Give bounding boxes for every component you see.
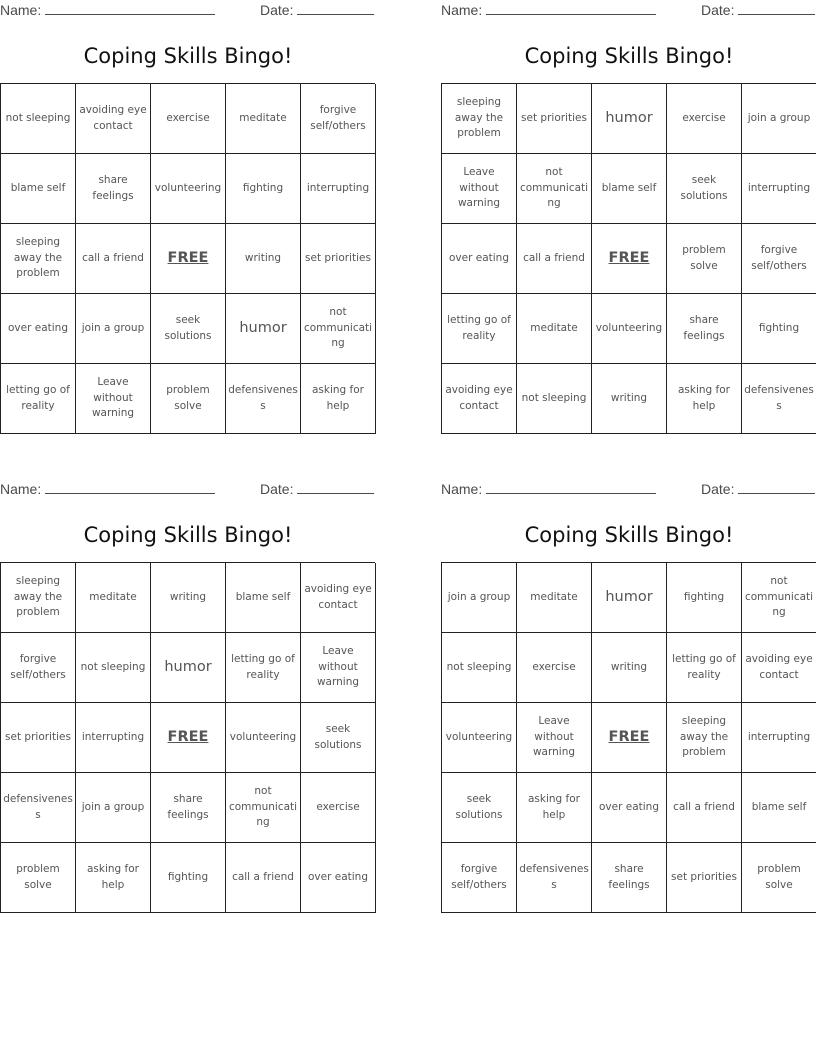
bingo-cell: exercise	[667, 84, 742, 154]
bingo-cell: asking for help	[517, 773, 592, 843]
bingo-card	[0, 479, 376, 919]
name-blank	[486, 492, 656, 494]
bingo-cell: letting go of reality	[1, 364, 76, 434]
bingo-cell: share feelings	[151, 773, 226, 843]
bingo-cell: call a friend	[517, 224, 592, 294]
card-header	[0, 481, 376, 499]
bingo-cell: seek solutions	[301, 703, 376, 773]
free-space: FREE	[592, 224, 667, 294]
date-label: Date:	[260, 2, 294, 18]
bingo-cell: fighting	[151, 843, 226, 913]
bingo-card	[441, 0, 816, 440]
bingo-cell: sleeping away the problem	[667, 703, 742, 773]
bingo-cell: exercise	[517, 633, 592, 703]
bingo-cell: Leave without warning	[517, 703, 592, 773]
date-line	[701, 481, 815, 497]
bingo-cell: forgive self/others	[301, 84, 376, 154]
bingo-cell: not sleeping	[517, 364, 592, 434]
bingo-cell: writing	[592, 633, 667, 703]
bingo-cell: asking for help	[667, 364, 742, 434]
bingo-cell: exercise	[301, 773, 376, 843]
bingo-cell: avoiding eye contact	[742, 633, 816, 703]
bingo-cell: writing	[151, 563, 226, 633]
date-blank	[738, 492, 815, 494]
card-header	[0, 2, 376, 20]
bingo-cell: set priorities	[1, 703, 76, 773]
bingo-cell: volunteering	[151, 154, 226, 224]
bingo-card	[0, 0, 376, 440]
bingo-cell: problem solve	[667, 224, 742, 294]
card-title: Coping Skills Bingo!	[83, 523, 293, 547]
card-title: Coping Skills Bingo!	[83, 44, 293, 68]
bingo-cell: set priorities	[301, 224, 376, 294]
bingo-cell: blame self	[742, 773, 816, 843]
date-line	[260, 2, 374, 18]
bingo-cell: seek solutions	[667, 154, 742, 224]
bingo-cell: humor	[151, 633, 226, 703]
bingo-cell: humor	[592, 84, 667, 154]
card-header	[441, 481, 816, 499]
bingo-cell: interrupting	[742, 154, 816, 224]
name-line	[441, 2, 656, 18]
bingo-cell: over eating	[592, 773, 667, 843]
bingo-card	[441, 479, 816, 919]
name-blank	[486, 13, 656, 15]
name-label: Name:	[441, 2, 483, 18]
bingo-cell: avoiding eye contact	[442, 364, 517, 434]
bingo-cell: problem solve	[742, 843, 816, 913]
bingo-cell: meditate	[226, 84, 301, 154]
bingo-cell: forgive self/others	[442, 843, 517, 913]
bingo-cell: defensiveness	[517, 843, 592, 913]
free-space: FREE	[151, 224, 226, 294]
bingo-cell: asking for help	[301, 364, 376, 434]
bingo-cell: volunteering	[442, 703, 517, 773]
bingo-grid	[441, 83, 816, 434]
bingo-cell: join a group	[742, 84, 816, 154]
bingo-cell: volunteering	[592, 294, 667, 364]
bingo-cell: not sleeping	[1, 84, 76, 154]
bingo-cell: meditate	[517, 563, 592, 633]
bingo-cell: Leave without warning	[301, 633, 376, 703]
card-title: Coping Skills Bingo!	[524, 523, 734, 547]
bingo-cell: blame self	[592, 154, 667, 224]
bingo-cell: over eating	[1, 294, 76, 364]
date-line	[260, 481, 374, 497]
bingo-cell: call a friend	[226, 843, 301, 913]
bingo-cell: join a group	[76, 294, 151, 364]
date-line	[701, 2, 815, 18]
bingo-cell: share feelings	[667, 294, 742, 364]
bingo-cell: not communicating	[517, 154, 592, 224]
bingo-cell: writing	[592, 364, 667, 434]
bingo-grid	[0, 83, 375, 434]
bingo-cell: sleeping away the problem	[442, 84, 517, 154]
bingo-cell: Leave without warning	[442, 154, 517, 224]
bingo-cell: meditate	[517, 294, 592, 364]
bingo-cell: not communicating	[226, 773, 301, 843]
bingo-cell: humor	[592, 563, 667, 633]
bingo-cell: avoiding eye contact	[301, 563, 376, 633]
bingo-cell: fighting	[742, 294, 816, 364]
card-title: Coping Skills Bingo!	[524, 44, 734, 68]
bingo-cell: interrupting	[76, 703, 151, 773]
bingo-cell: set priorities	[517, 84, 592, 154]
name-blank	[45, 13, 215, 15]
bingo-cell: seek solutions	[151, 294, 226, 364]
bingo-cell: join a group	[76, 773, 151, 843]
bingo-cell: share feelings	[592, 843, 667, 913]
date-label: Date:	[701, 2, 735, 18]
bingo-cell: not communicating	[301, 294, 376, 364]
bingo-cell: forgive self/others	[1, 633, 76, 703]
bingo-cell: interrupting	[742, 703, 816, 773]
bingo-cell: avoiding eye contact	[76, 84, 151, 154]
bingo-cell: call a friend	[667, 773, 742, 843]
name-label: Name:	[0, 2, 42, 18]
bingo-cell: fighting	[667, 563, 742, 633]
bingo-cell: share feelings	[76, 154, 151, 224]
bingo-cell: letting go of reality	[226, 633, 301, 703]
bingo-cell: exercise	[151, 84, 226, 154]
name-line	[0, 481, 215, 497]
bingo-cell: blame self	[226, 563, 301, 633]
date-label: Date:	[260, 481, 294, 497]
name-label: Name:	[0, 481, 42, 497]
bingo-cell: Leave without warning	[76, 364, 151, 434]
bingo-cell: defensiveness	[1, 773, 76, 843]
bingo-cell: forgive self/others	[742, 224, 816, 294]
bingo-cell: problem solve	[151, 364, 226, 434]
bingo-cell: over eating	[442, 224, 517, 294]
bingo-cell: join a group	[442, 563, 517, 633]
bingo-cell: problem solve	[1, 843, 76, 913]
bingo-cell: letting go of reality	[667, 633, 742, 703]
bingo-cell: asking for help	[76, 843, 151, 913]
date-label: Date:	[701, 481, 735, 497]
bingo-cell: humor	[226, 294, 301, 364]
free-space: FREE	[151, 703, 226, 773]
bingo-cell: not sleeping	[76, 633, 151, 703]
bingo-cell: interrupting	[301, 154, 376, 224]
bingo-cell: not sleeping	[442, 633, 517, 703]
bingo-grid	[0, 562, 375, 913]
bingo-cell: letting go of reality	[442, 294, 517, 364]
date-blank	[297, 13, 374, 15]
name-line	[0, 2, 215, 18]
date-blank	[297, 492, 374, 494]
bingo-cell: defensiveness	[226, 364, 301, 434]
bingo-cell: writing	[226, 224, 301, 294]
free-space: FREE	[592, 703, 667, 773]
bingo-cell: set priorities	[667, 843, 742, 913]
bingo-cell: sleeping away the problem	[1, 224, 76, 294]
bingo-cell: fighting	[226, 154, 301, 224]
card-header	[441, 2, 816, 20]
bingo-cell: seek solutions	[442, 773, 517, 843]
name-label: Name:	[441, 481, 483, 497]
bingo-cell: meditate	[76, 563, 151, 633]
bingo-cell: blame self	[1, 154, 76, 224]
bingo-cell: call a friend	[76, 224, 151, 294]
name-line	[441, 481, 656, 497]
date-blank	[738, 13, 815, 15]
bingo-cell: over eating	[301, 843, 376, 913]
bingo-grid	[441, 562, 816, 913]
bingo-cell: not communicating	[742, 563, 816, 633]
bingo-cell: defensiveness	[742, 364, 816, 434]
bingo-cell: sleeping away the problem	[1, 563, 76, 633]
name-blank	[45, 492, 215, 494]
bingo-cell: volunteering	[226, 703, 301, 773]
